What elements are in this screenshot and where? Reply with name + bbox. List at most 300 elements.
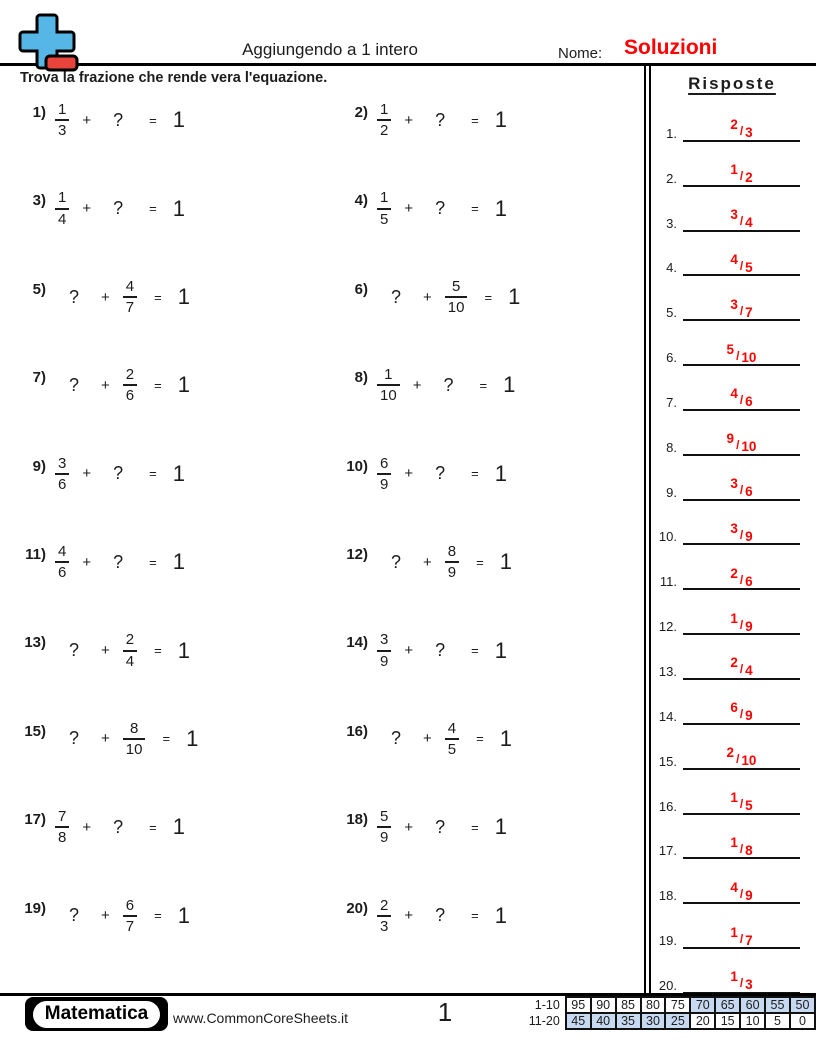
whole-number: 1 [494, 107, 507, 133]
grading-table [524, 996, 816, 1030]
plus-sign: + [404, 818, 414, 836]
fraction-denominator: 9 [377, 826, 391, 846]
fraction-numerator: 2 [380, 896, 389, 914]
fraction [123, 720, 146, 759]
grading-score-cell: 40 [591, 1013, 616, 1029]
whole-number: 1 [494, 902, 507, 928]
answer-blank-line [683, 650, 800, 680]
answer-number: 16. [658, 798, 677, 814]
fraction [123, 631, 137, 670]
question-mark: ? [69, 286, 80, 307]
fraction-denominator: 7 [123, 915, 137, 935]
answer-blank-line [683, 426, 800, 456]
answer-fraction [730, 251, 753, 275]
question-mark: ? [391, 728, 402, 749]
problem-number: 20) [346, 899, 368, 917]
problem-equation [377, 278, 520, 317]
answer-numerator: 6 [730, 700, 738, 716]
problem-item [0, 97, 322, 185]
fraction-slash: / [739, 124, 744, 139]
fraction-slash: / [739, 527, 744, 542]
fraction-denominator: 3 [377, 915, 391, 935]
problems-grid [0, 97, 644, 981]
equals-sign: = [149, 201, 157, 217]
plus-sign: + [404, 465, 414, 483]
whole-number: 1 [177, 284, 190, 310]
subject-badge [25, 997, 168, 1031]
fraction-slash: / [739, 707, 744, 722]
answers-column-title: Risposte [688, 74, 776, 93]
answer-fraction [730, 162, 753, 186]
problem-item [322, 97, 644, 185]
grading-score-cell: 90 [591, 997, 616, 1013]
grading-score-cell: 10 [740, 1013, 765, 1029]
fraction-denominator: 3 [55, 119, 69, 139]
fraction-denominator: 6 [123, 384, 137, 404]
problem-number: 4) [354, 192, 368, 210]
whole-number: 1 [177, 637, 190, 663]
problem-number: 3) [32, 192, 46, 210]
fraction-numerator: 1 [380, 189, 389, 207]
problem-equation [377, 897, 507, 936]
plus-sign: + [404, 642, 414, 660]
answer-blank-line [683, 740, 800, 770]
answer-numerator: 3 [730, 520, 738, 536]
problem-number: 8) [354, 369, 368, 387]
problem-equation [377, 543, 512, 582]
answer-number: 19. [658, 933, 677, 949]
fraction-numerator: 3 [380, 631, 389, 649]
answer-number: 1. [666, 125, 677, 141]
answer-fraction [726, 341, 757, 365]
fraction [55, 808, 69, 847]
grading-score-cell: 25 [665, 1013, 690, 1029]
problem-item [0, 627, 322, 715]
fraction-numerator: 8 [447, 542, 457, 560]
answer-denominator: 7 [745, 932, 753, 948]
grading-score-cell: 20 [690, 1013, 715, 1029]
problem-number: 2) [354, 104, 368, 121]
answer-fraction [726, 745, 757, 769]
answer-denominator: 4 [745, 215, 753, 231]
problem-equation [55, 366, 190, 405]
grading-row-label: 11-20 [528, 1014, 560, 1028]
equals-sign: = [471, 201, 479, 217]
problem-equation [377, 631, 507, 670]
problem-number: 17) [24, 811, 46, 829]
answer-blank-line [683, 202, 800, 232]
answer-denominator: 10 [741, 439, 757, 455]
plus-sign: + [101, 642, 110, 660]
answer-number: 20. [658, 977, 677, 993]
fraction [123, 278, 137, 317]
answer-fraction [730, 879, 753, 903]
problem-equation [55, 189, 185, 228]
question-mark: ? [443, 374, 454, 395]
problem-number: 9) [32, 457, 46, 475]
answer-number: 10. [658, 529, 677, 545]
answer-blank-line [683, 785, 800, 815]
answer-blank-line [683, 157, 800, 187]
answer-fraction [730, 969, 753, 993]
fraction-denominator: 4 [55, 208, 69, 228]
question-mark: ? [69, 905, 80, 926]
whole-number: 1 [172, 195, 185, 221]
problem-number: 19) [24, 899, 46, 917]
whole-number: 1 [172, 549, 185, 575]
question-mark: ? [435, 198, 446, 219]
problem-item [322, 716, 644, 804]
problem-item [0, 274, 322, 362]
plus-sign: + [423, 288, 432, 306]
fraction-slash: / [739, 214, 744, 229]
fraction [445, 278, 468, 317]
answer-blank-line [683, 471, 800, 501]
whole-number: 1 [172, 107, 185, 133]
whole-number: 1 [186, 725, 199, 751]
fraction-numerator: 1 [380, 101, 389, 118]
equals-sign: = [149, 554, 157, 570]
fraction [377, 808, 391, 847]
answer-item [652, 321, 808, 366]
fraction-denominator: 6 [55, 473, 69, 493]
fraction-numerator: 7 [58, 808, 67, 826]
equals-sign: = [154, 908, 162, 924]
problem-item [0, 893, 322, 981]
answer-fraction [730, 610, 753, 634]
answer-item [652, 97, 808, 142]
answer-numerator: 1 [730, 924, 738, 940]
question-mark: ? [435, 816, 446, 837]
answer-fraction [730, 700, 753, 724]
page-title: Aggiungendo a 1 intero [242, 40, 418, 59]
answer-item [652, 232, 808, 277]
fraction-denominator: 9 [377, 473, 391, 493]
equals-sign: = [162, 731, 171, 747]
question-mark: ? [69, 374, 80, 395]
grading-table-row [524, 997, 815, 1013]
answer-blank-line [683, 964, 800, 994]
answer-denominator: 10 [741, 349, 757, 365]
plus-sign: + [404, 111, 414, 129]
answer-numerator: 1 [730, 162, 738, 178]
plus-sign: + [82, 200, 92, 218]
answer-blank-line [683, 829, 800, 859]
equals-sign: = [154, 643, 162, 659]
grading-score-cell: 95 [566, 997, 591, 1013]
equals-sign: = [484, 289, 493, 305]
equals-sign: = [471, 819, 479, 835]
question-mark: ? [113, 551, 124, 572]
column-divider-line [649, 64, 651, 995]
equals-sign: = [471, 908, 479, 924]
answer-item [652, 366, 808, 411]
fraction [445, 720, 459, 759]
fraction [123, 366, 137, 405]
answer-number: 8. [666, 439, 677, 455]
instruction-text: Trova la frazione che rende vera l'equazione. [20, 70, 328, 86]
fraction-slash: / [736, 438, 740, 453]
problem-number: 12) [346, 545, 368, 563]
fraction-numerator: 4 [447, 719, 457, 737]
fraction-slash: / [739, 976, 744, 991]
answer-denominator: 8 [745, 842, 753, 858]
fraction-denominator: 2 [377, 119, 391, 139]
problem-item [322, 627, 644, 715]
fraction-denominator: 7 [123, 296, 137, 316]
fraction-numerator: 2 [125, 366, 135, 384]
fraction-numerator: 1 [384, 366, 393, 384]
answer-fraction [730, 520, 753, 544]
answer-denominator: 4 [745, 663, 753, 679]
column-divider-line [644, 64, 646, 995]
answer-number: 5. [666, 305, 677, 321]
equals-sign: = [479, 377, 488, 393]
answer-number: 7. [666, 394, 677, 410]
answer-numerator: 1 [730, 610, 738, 626]
question-mark: ? [113, 816, 124, 837]
answer-numerator: 3 [730, 476, 738, 492]
answer-item [652, 545, 808, 590]
fraction-denominator: 9 [445, 561, 459, 581]
equals-sign: = [471, 466, 479, 482]
problem-equation [55, 278, 190, 317]
plus-sign: + [82, 465, 92, 483]
answer-fraction [730, 207, 753, 231]
plus-sign: + [423, 553, 432, 571]
grading-score-cell: 30 [641, 1013, 666, 1029]
equals-sign: = [149, 112, 157, 128]
answer-item [652, 949, 808, 994]
grading-table-row [524, 1013, 815, 1029]
problem-equation [55, 543, 185, 582]
answer-numerator: 2 [730, 655, 738, 671]
problem-number: 16) [346, 722, 368, 740]
answer-blank-line [683, 605, 800, 635]
answer-blank-line [683, 695, 800, 725]
fraction [377, 366, 400, 405]
fraction-slash: / [739, 931, 744, 946]
question-mark: ? [435, 640, 446, 661]
fraction-numerator: 2 [125, 631, 135, 649]
equals-sign: = [471, 112, 479, 128]
fraction-numerator: 1 [58, 101, 67, 118]
problem-item [322, 274, 644, 362]
grading-score-cell: 65 [715, 997, 740, 1013]
plus-sign: + [404, 200, 414, 218]
answer-fraction [730, 655, 753, 679]
whole-number: 1 [499, 549, 512, 575]
equals-sign: = [149, 466, 157, 482]
answer-fraction [730, 117, 753, 141]
answer-number: 14. [658, 708, 677, 724]
problem-item [322, 185, 644, 273]
answers-list [652, 97, 808, 994]
problem-equation [377, 808, 507, 847]
answer-blank-line [683, 381, 800, 411]
name-label: Nome: [558, 45, 603, 62]
answer-numerator: 3 [730, 296, 738, 312]
fraction-numerator: 1 [58, 189, 67, 207]
answer-blank-line [683, 336, 800, 366]
fraction-denominator: 8 [55, 826, 69, 846]
fraction-denominator: 6 [55, 561, 69, 581]
problem-item [322, 451, 644, 539]
fraction-slash: / [739, 393, 744, 408]
fraction [377, 189, 391, 228]
question-mark: ? [113, 198, 124, 219]
answer-numerator: 1 [730, 834, 738, 850]
problem-item [0, 451, 322, 539]
answer-numerator: 1 [730, 790, 738, 805]
answer-number: 11. [659, 574, 677, 590]
fraction-denominator: 5 [445, 738, 459, 758]
answer-item [652, 770, 808, 815]
problem-equation [377, 101, 507, 140]
answer-number: 15. [658, 753, 677, 769]
subject-badge-label: Matematica [33, 1001, 161, 1028]
answer-fraction [730, 790, 753, 813]
problem-number: 13) [24, 634, 46, 652]
answer-blank-line [683, 560, 800, 590]
plus-sign: + [101, 907, 110, 925]
fraction-slash: / [739, 303, 744, 318]
question-mark: ? [435, 905, 446, 926]
answer-item [652, 142, 808, 187]
grading-score-cell: 85 [616, 997, 641, 1013]
problem-equation [55, 897, 190, 936]
problem-number: 6) [354, 280, 368, 298]
fraction-slash: / [739, 617, 744, 632]
fraction-denominator: 4 [123, 650, 137, 670]
plus-sign: + [423, 730, 432, 748]
answer-item [652, 276, 808, 321]
grading-score-cell: 60 [740, 997, 765, 1013]
fraction-slash: / [739, 258, 744, 273]
fraction-slash: / [739, 572, 744, 587]
equals-sign: = [154, 377, 162, 393]
fraction-numerator: 4 [125, 277, 135, 295]
fraction [55, 543, 69, 582]
answer-item [652, 904, 808, 949]
plus-sign: + [412, 376, 422, 394]
answer-fraction [730, 834, 753, 858]
plus-sign: + [82, 111, 92, 129]
answer-number: 18. [658, 888, 677, 904]
answer-fraction [730, 296, 753, 320]
problem-number: 1) [32, 104, 46, 121]
fraction [377, 101, 391, 140]
fraction [377, 455, 391, 494]
grading-score-cell: 80 [641, 997, 666, 1013]
fraction-slash: / [739, 662, 744, 677]
answer-denominator: 6 [745, 573, 753, 589]
answer-denominator: 5 [745, 798, 753, 813]
answer-item [652, 815, 808, 860]
equals-sign: = [476, 731, 484, 747]
fraction-denominator: 9 [377, 650, 391, 670]
answer-blank-line [683, 874, 800, 904]
grading-score-cell: 75 [665, 997, 690, 1013]
question-mark: ? [113, 109, 124, 130]
grading-score-cell: 0 [790, 1013, 815, 1029]
name-value-solutions: Soluzioni [624, 36, 718, 59]
question-mark: ? [391, 286, 402, 307]
problem-equation [55, 808, 185, 847]
fraction [123, 897, 137, 936]
fraction-slash: / [736, 348, 740, 363]
problem-number: 15) [24, 722, 46, 740]
fraction-numerator: 8 [129, 719, 139, 737]
fraction-denominator: 10 [377, 384, 400, 404]
fraction-denominator: 10 [123, 738, 146, 758]
whole-number: 1 [508, 284, 521, 310]
problem-number: 11) [25, 545, 46, 563]
plus-sign: + [82, 553, 92, 571]
question-mark: ? [435, 109, 446, 130]
answer-item [652, 411, 808, 456]
fraction [55, 455, 69, 494]
answer-denominator: 6 [745, 394, 753, 410]
answer-denominator: 5 [745, 259, 753, 275]
problem-equation [377, 720, 512, 759]
header-rule [0, 63, 816, 66]
problem-item [322, 362, 644, 450]
problem-number: 14) [346, 634, 368, 652]
website-url: www.CommonCoreSheets.it [173, 1010, 349, 1026]
answer-denominator: 9 [745, 887, 753, 903]
fraction [377, 631, 391, 670]
problem-equation [377, 455, 507, 494]
answer-numerator: 2 [730, 117, 738, 133]
answer-number: 4. [666, 260, 677, 276]
grading-score-cell: 70 [690, 997, 715, 1013]
answer-blank-line [683, 515, 800, 545]
answer-numerator: 2 [730, 565, 738, 581]
whole-number: 1 [494, 637, 507, 663]
grading-row-label: 1-10 [534, 998, 560, 1012]
answer-item [652, 456, 808, 501]
fraction [55, 189, 69, 228]
answer-fraction [730, 565, 753, 589]
minus-glyph [46, 56, 77, 70]
answer-denominator: 10 [741, 753, 757, 769]
plus-minus-logo-icon [16, 12, 80, 74]
answer-item [652, 590, 808, 635]
answer-denominator: 3 [745, 125, 753, 141]
answer-item [652, 725, 808, 770]
problem-equation [55, 720, 198, 759]
problem-item [0, 716, 322, 804]
answer-blank-line [683, 919, 800, 949]
problem-equation [377, 366, 515, 405]
problem-equation [55, 455, 185, 494]
answer-numerator: 4 [730, 386, 738, 402]
equals-sign: = [471, 643, 479, 659]
answer-number: 6. [666, 350, 677, 366]
problem-equation [55, 101, 185, 140]
fraction-numerator: 5 [380, 808, 389, 826]
problem-number: 7) [32, 369, 46, 387]
whole-number: 1 [172, 814, 185, 840]
problem-number: 10) [346, 457, 368, 475]
problem-item [0, 804, 322, 892]
answer-number: 13. [658, 663, 677, 679]
grading-score-cell: 55 [765, 997, 790, 1013]
answer-fraction [730, 386, 753, 410]
answer-number: 17. [658, 843, 677, 859]
page-number: 1 [437, 997, 453, 1027]
